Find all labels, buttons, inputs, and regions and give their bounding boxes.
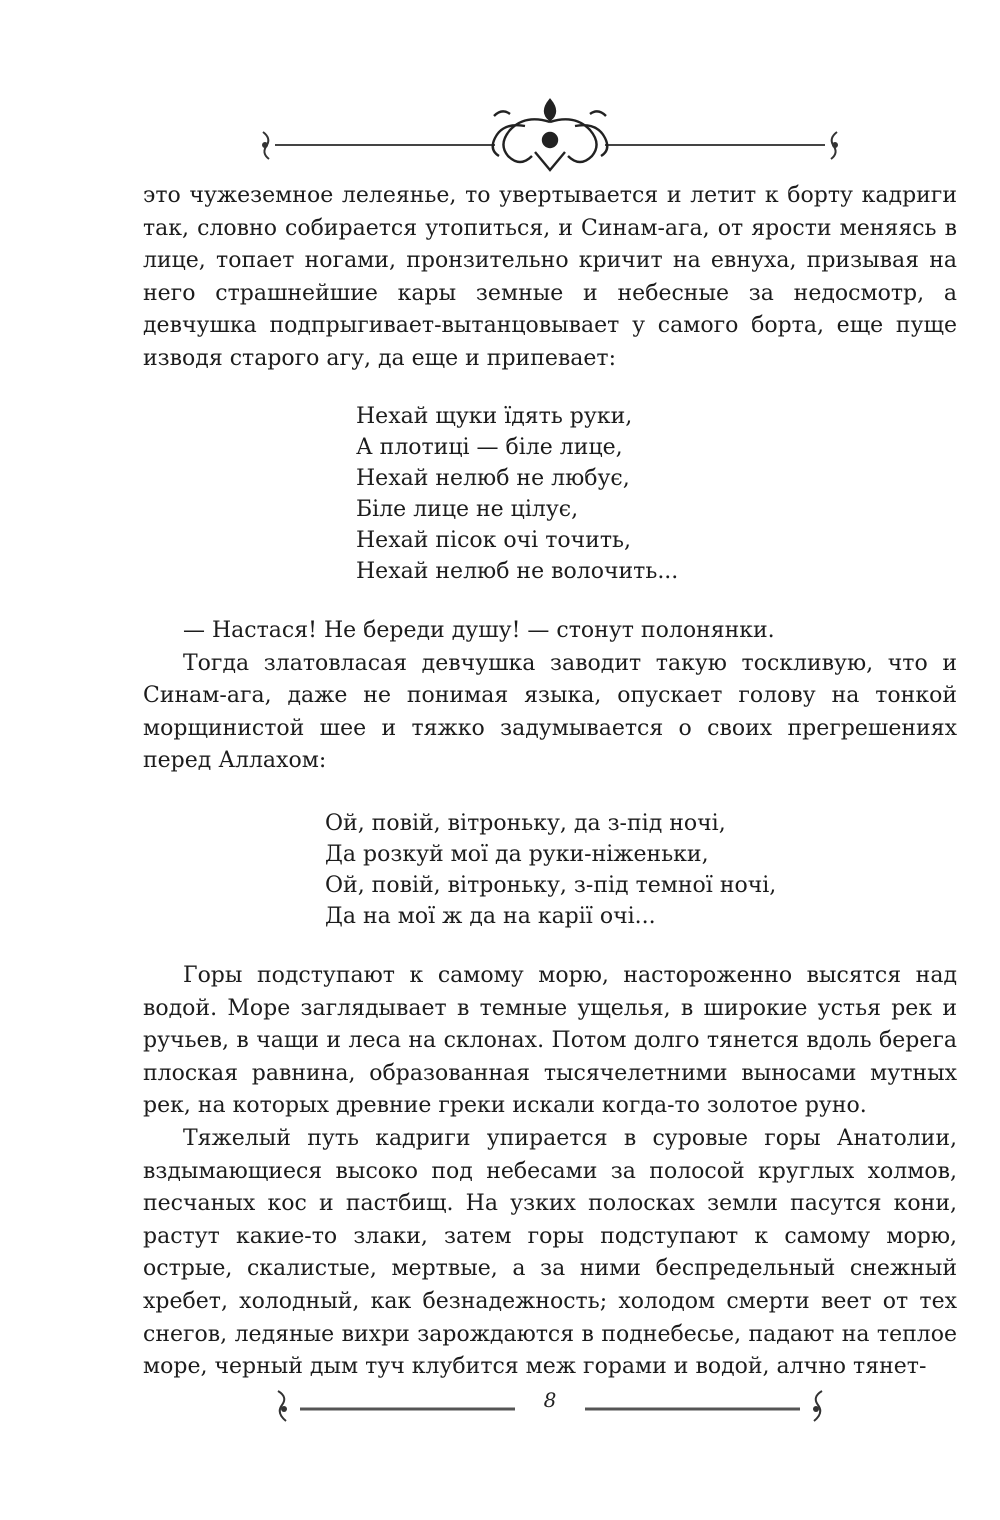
paragraph-group-3 [143, 960, 957, 1384]
poem-line: Ой, повій, вітроньку, з-під темної ночі, [325, 873, 777, 898]
dialogue-line: — Настася! Не береди душу! — стонут полонянки. [183, 618, 775, 643]
header-ornament-icon [255, 92, 845, 172]
poem-line: Да на мої ж да на карії очі... [325, 904, 656, 929]
paragraph-text: Тяжелый путь кадриги упирается в суровые горы Анатолии, вздымающиеся высоко под небесами за полосой круглых холмов, песчаных кос и пастбищ. На узких полосках земли пасутся кони, растут какие-то злаки, затем горы подступают к самому морю, острые, скалистые, мертвые, а за ними беспредельный снежный хребет, холодный, как безнадежность; холодом смерти веет от тех снегов, ледяные вихри зарождаются в поднебесье, падают на теплое море, черный дым туч клубится меж горами и водой, алчно тянет- [143, 1125, 957, 1380]
poem-line: Нехай нелюб не любує, [356, 466, 630, 491]
paragraph-group-2 [143, 615, 957, 778]
poem-line: Ой, повій, вітроньку, да з-під ночі, [325, 811, 726, 836]
poem-line: А плотиці — біле лице, [356, 435, 623, 460]
poem-line: Нехай нелюб не волочить... [356, 559, 679, 584]
paragraph-text: Горы подступают к самому морю, настороженно высятся над водой. Море заглядывает в темные ущелья, в широкие устья рек и ручьев, в чащи и леса на склонах. Потом долго тянется вдоль берега плоская равнина, образованная тысячелетними выносами мутных рек, на которых древние греки искали когда-то золотое руно. [143, 963, 957, 1119]
poem-line: Нехай пісок очі точить, [356, 528, 631, 553]
poem-2 [325, 808, 776, 932]
poem-1 [356, 401, 678, 587]
paragraph-text: Тогда златовласая девчушка заводит такую тоскливую, что и Синам-ага, даже не понимая языка, опускает голову на тонкой морщинистой шее и тяжко задумывается о своих прегрешениях перед Аллахом: [143, 650, 957, 774]
paragraph-text: это чужеземное лелеянье, то увертывается и летит к борту кадриги так, словно собирается утопиться, и Синам-ага, от ярости меняясь в лице, топает ногами, пронзительно кричит на евнуха, призывая на него страшнейшие кары земные и небесные за недосмотр, а девчушка подпрыгивает-вытанцовывает у самого борта, еще пуще изводя старого агу, да еще и припевает: [143, 183, 957, 371]
page-number: 8 [543, 1388, 557, 1412]
paragraph-1 [143, 180, 957, 376]
poem-line: Нехай щуки їдять руки, [356, 404, 633, 429]
poem-line: Біле лице не цілує, [356, 497, 579, 522]
poem-line: Да розкуй мої да руки-ніженьки, [325, 842, 709, 867]
